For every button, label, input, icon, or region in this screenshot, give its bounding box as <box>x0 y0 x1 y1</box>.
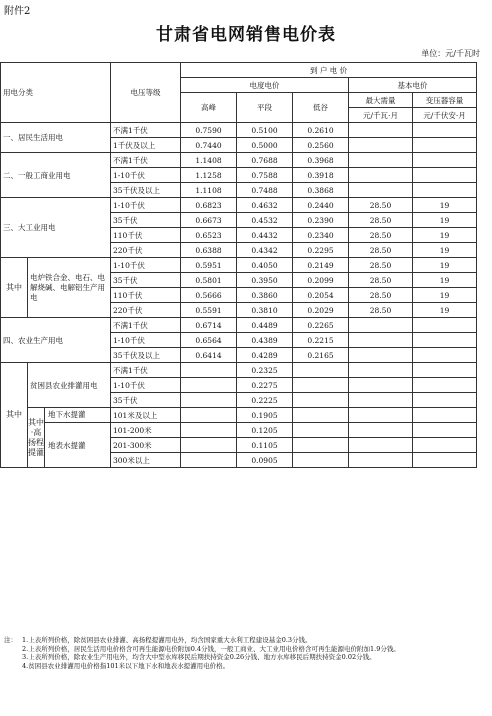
transformer-cell <box>413 348 477 363</box>
voltage-cell: 不满1千伏 <box>111 123 181 138</box>
voltage-cell: 1千伏及以上 <box>111 138 181 153</box>
peak-cell <box>181 453 237 468</box>
note-item: 3.上表所列价格，除农业生产用电外，均含大中型水库移民后期扶持资金0.26分钱、地方水库移民后期扶持资金0.02分钱。 <box>22 653 376 662</box>
header-max-demand-unit: 元/千瓦·月 <box>349 108 413 123</box>
peak-cell: 0.5801 <box>181 273 237 288</box>
flat-cell: 0.4342 <box>237 243 293 258</box>
transformer-cell: 19 <box>413 273 477 288</box>
peak-cell <box>181 423 237 438</box>
peak-cell: 0.7440 <box>181 138 237 153</box>
flat-cell: 0.1205 <box>237 423 293 438</box>
valley-cell: 0.2099 <box>293 273 349 288</box>
transformer-cell <box>413 423 477 438</box>
peak-cell <box>181 378 237 393</box>
header-energy-price: 电度电价 <box>181 78 349 93</box>
valley-cell: 0.2165 <box>293 348 349 363</box>
valley-cell <box>293 438 349 453</box>
peak-cell: 0.6564 <box>181 333 237 348</box>
flat-cell: 0.4050 <box>237 258 293 273</box>
price-table <box>0 62 477 468</box>
page-title: 甘肃省电网销售电价表 <box>156 25 336 45</box>
voltage-cell: 不满1千伏 <box>111 363 181 378</box>
voltage-cell: 1-10千伏 <box>111 258 181 273</box>
valley-cell <box>293 378 349 393</box>
transformer-cell <box>413 318 477 333</box>
header-transformer-unit: 元/千伏安·月 <box>413 108 477 123</box>
max-demand-cell: 28.50 <box>349 303 413 318</box>
voltage-cell: 201-300米 <box>111 438 181 453</box>
transformer-cell <box>413 453 477 468</box>
peak-cell: 0.5666 <box>181 288 237 303</box>
flat-cell: 0.2275 <box>237 378 293 393</box>
max-demand-cell: 28.50 <box>349 288 413 303</box>
valley-cell: 0.2054 <box>293 288 349 303</box>
peak-cell: 0.6823 <box>181 198 237 213</box>
voltage-cell: 不满1千伏 <box>111 153 181 168</box>
header-valley: 低谷 <box>293 93 349 123</box>
transformer-cell <box>413 138 477 153</box>
header-transformer-capacity: 变压器容量 <box>413 93 477 108</box>
section-poor-irrigation: 贫困县农业排灌用电 <box>28 363 111 408</box>
flat-cell: 0.7588 <box>237 168 293 183</box>
peak-cell: 0.5591 <box>181 303 237 318</box>
valley-cell: 0.3918 <box>293 168 349 183</box>
transformer-cell <box>413 393 477 408</box>
peak-cell: 0.6388 <box>181 243 237 258</box>
valley-cell <box>293 393 349 408</box>
notes <box>4 636 488 670</box>
notes-label: 注： <box>4 636 17 644</box>
max-demand-cell <box>349 153 413 168</box>
surfacewater-label: 地表水提灌 <box>48 440 86 450</box>
section-agriculture: 四、农业生产用电 <box>1 318 111 363</box>
valley-cell: 0.2215 <box>293 333 349 348</box>
flat-cell: 0.2325 <box>237 363 293 378</box>
valley-cell <box>293 408 349 423</box>
flat-cell: 0.3860 <box>237 288 293 303</box>
voltage-cell: 101-200米 <box>111 423 181 438</box>
max-demand-cell <box>349 348 413 363</box>
valley-cell: 0.2560 <box>293 138 349 153</box>
max-demand-cell <box>349 123 413 138</box>
transformer-cell <box>413 183 477 198</box>
voltage-cell: 35千伏 <box>111 213 181 228</box>
valley-cell: 0.2390 <box>293 213 349 228</box>
voltage-cell: 35千伏 <box>111 273 181 288</box>
peak-cell: 0.7590 <box>181 123 237 138</box>
max-demand-cell <box>349 423 413 438</box>
transformer-cell <box>413 438 477 453</box>
groundwater-label: 地下水提灌 <box>45 408 110 423</box>
unit-label: 单位：元/千瓦时 <box>421 49 480 58</box>
max-demand-cell <box>349 138 413 153</box>
transformer-cell: 19 <box>413 228 477 243</box>
header-max-demand: 最大需量 <box>349 93 413 108</box>
max-demand-cell <box>349 378 413 393</box>
transformer-cell: 19 <box>413 243 477 258</box>
among-label: 其中 <box>1 258 28 318</box>
peak-cell: 0.6714 <box>181 318 237 333</box>
flat-cell: 0.0905 <box>237 453 293 468</box>
max-demand-cell: 28.50 <box>349 213 413 228</box>
transformer-cell <box>413 123 477 138</box>
flat-cell: 0.4432 <box>237 228 293 243</box>
transformer-cell <box>413 408 477 423</box>
max-demand-cell <box>349 393 413 408</box>
flat-cell: 0.5000 <box>237 138 293 153</box>
voltage-cell: 110千伏 <box>111 288 181 303</box>
voltage-cell: 35千伏 <box>111 393 181 408</box>
flat-cell: 0.4632 <box>237 198 293 213</box>
transformer-cell: 19 <box>413 303 477 318</box>
voltage-cell: 不满1千伏 <box>111 318 181 333</box>
max-demand-cell: 28.50 <box>349 243 413 258</box>
section-industrial: 三、大工业用电 <box>1 198 111 258</box>
header-basic-price: 基本电价 <box>349 78 477 93</box>
transformer-cell <box>413 168 477 183</box>
voltage-cell: 220千伏 <box>111 303 181 318</box>
valley-cell <box>293 453 349 468</box>
peak-cell: 0.5951 <box>181 258 237 273</box>
valley-cell: 0.2029 <box>293 303 349 318</box>
peak-cell <box>181 363 237 378</box>
peak-cell <box>181 408 237 423</box>
peak-cell: 0.6523 <box>181 228 237 243</box>
valley-cell: 0.3968 <box>293 153 349 168</box>
valley-cell: 0.2440 <box>293 198 349 213</box>
flat-cell: 0.4289 <box>237 348 293 363</box>
transformer-cell <box>413 378 477 393</box>
header-peak: 高峰 <box>181 93 237 123</box>
flat-cell: 0.4532 <box>237 213 293 228</box>
section-residential: 一、居民生活用电 <box>1 123 111 153</box>
flat-cell: 0.5100 <box>237 123 293 138</box>
among-label: 其中 <box>1 363 28 468</box>
valley-cell: 0.2340 <box>293 228 349 243</box>
valley-cell: 0.3868 <box>293 183 349 198</box>
header-category: 用电分类 <box>1 63 111 123</box>
flat-cell: 0.3810 <box>237 303 293 318</box>
voltage-cell: 1-10千伏 <box>111 198 181 213</box>
transformer-cell: 19 <box>413 213 477 228</box>
flat-cell: 0.7688 <box>237 153 293 168</box>
max-demand-cell <box>349 333 413 348</box>
attachment-label: 附件2 <box>4 6 31 17</box>
voltage-cell: 101米及以上 <box>111 408 181 423</box>
max-demand-cell: 28.50 <box>349 273 413 288</box>
transformer-cell <box>413 153 477 168</box>
max-demand-cell <box>349 168 413 183</box>
voltage-cell: 110千伏 <box>111 228 181 243</box>
header-voltage: 电压等级 <box>111 63 181 123</box>
peak-cell <box>181 393 237 408</box>
max-demand-cell: 28.50 <box>349 228 413 243</box>
valley-cell: 0.2610 <box>293 123 349 138</box>
note-item: 4.贫困县农业排灌用电价格指101米以下地下水和地表水提灌用电价格。 <box>22 661 230 670</box>
transformer-cell <box>413 363 477 378</box>
flat-cell: 0.7488 <box>237 183 293 198</box>
voltage-cell: 220千伏 <box>111 243 181 258</box>
flat-cell: 0.1905 <box>237 408 293 423</box>
max-demand-cell <box>349 183 413 198</box>
section-ferroalloy: 电炉铁合金、电石、电解烧碱、电解铝生产用电 <box>28 258 111 318</box>
max-demand-cell: 28.50 <box>349 198 413 213</box>
lift-irrigation-group <box>28 408 111 468</box>
note-item: 2.上表所列价格，居民生活用电价格含可再生能源电价附加0.4分钱，一般工商业、大工业用电价格含可再生能源电价附加1.9分钱。 <box>22 644 400 653</box>
peak-cell: 0.6414 <box>181 348 237 363</box>
flat-cell: 0.3950 <box>237 273 293 288</box>
peak-cell: 0.6673 <box>181 213 237 228</box>
peak-cell <box>181 438 237 453</box>
valley-cell: 0.2265 <box>293 318 349 333</box>
max-demand-cell <box>349 408 413 423</box>
valley-cell: 0.2295 <box>293 243 349 258</box>
flat-cell: 0.2225 <box>237 393 293 408</box>
voltage-cell: 1-10千伏 <box>111 168 181 183</box>
section-commercial: 二、一般工商业用电 <box>1 153 111 198</box>
transformer-cell: 19 <box>413 288 477 303</box>
flat-cell: 0.4489 <box>237 318 293 333</box>
max-demand-cell <box>349 363 413 378</box>
voltage-cell: 300米以上 <box>111 453 181 468</box>
among-high-lift-label: 其中·高扬程提灌 <box>28 408 45 467</box>
peak-cell: 1.1258 <box>181 168 237 183</box>
peak-cell: 1.1408 <box>181 153 237 168</box>
max-demand-cell <box>349 438 413 453</box>
valley-cell <box>293 423 349 438</box>
voltage-cell: 1-10千伏 <box>111 333 181 348</box>
note-item: 1.上表所列价格，除贫困县农业排灌、高扬程提灌用电外，均含国家重大水利工程建设基金0.3分钱。 <box>22 636 312 644</box>
voltage-cell: 35千伏及以上 <box>111 348 181 363</box>
peak-cell: 1.1108 <box>181 183 237 198</box>
valley-cell <box>293 363 349 378</box>
header-to-user-price: 到 户 电 价 <box>181 63 477 78</box>
max-demand-cell <box>349 318 413 333</box>
voltage-cell: 35千伏及以上 <box>111 183 181 198</box>
header-flat: 平段 <box>237 93 293 123</box>
transformer-cell: 19 <box>413 258 477 273</box>
max-demand-cell: 28.50 <box>349 258 413 273</box>
flat-cell: 0.1105 <box>237 438 293 453</box>
flat-cell: 0.4389 <box>237 333 293 348</box>
transformer-cell: 19 <box>413 198 477 213</box>
transformer-cell <box>413 333 477 348</box>
voltage-cell: 1-10千伏 <box>111 378 181 393</box>
max-demand-cell <box>349 453 413 468</box>
valley-cell: 0.2149 <box>293 258 349 273</box>
